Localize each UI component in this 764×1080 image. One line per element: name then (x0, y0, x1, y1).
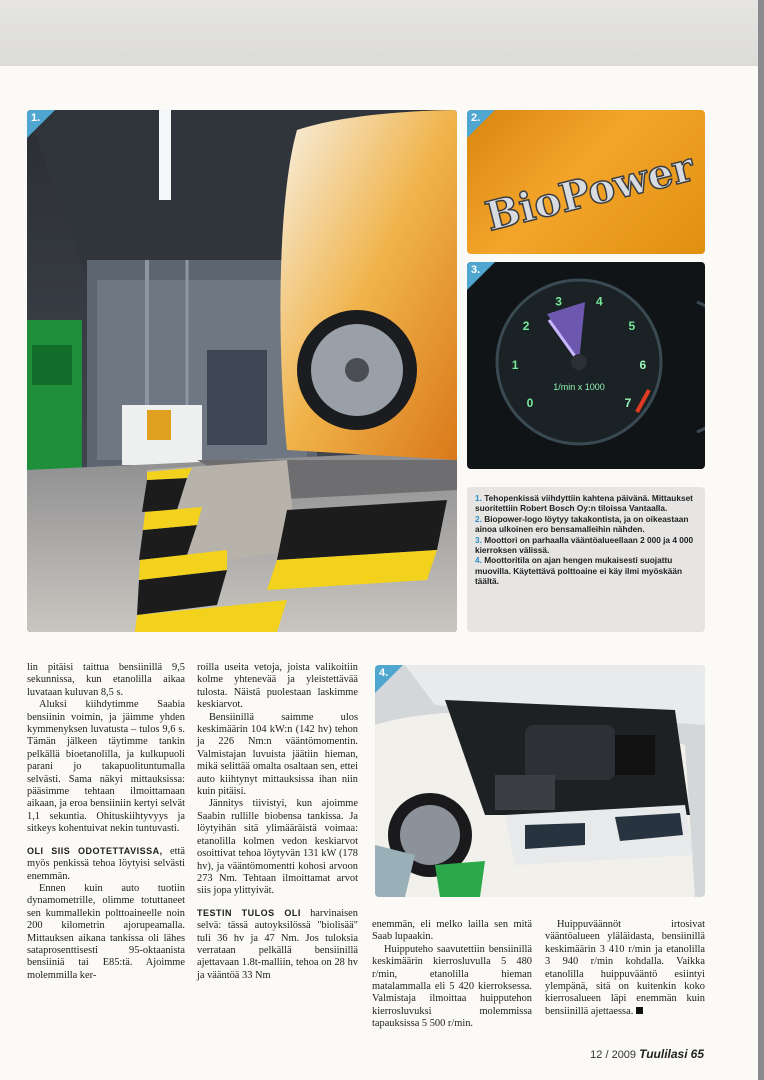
paragraph: enemmän, eli melko lailla sen mitä Saab lupaakin. (372, 919, 532, 943)
paragraph: Aluksi kiihdytimme Saabia bensiinin voimin, ja jäimme yhden kymmenyksen luvatusta – tulos 9,6 s. Tämän jälkeen täytimme tankin pelkällä bioetanolilla, ja kulkupuoli parani jo takapuolituntumalla selvästi. Sama näkyi mittauksissa: pääsimme tehtaan ilmoittamaan aikaan, ja eroa bensiiniin kertyi selvät 1,1 sekuntia. Ohituskiihtyvyys ja sitkeys kohentuivat nekin tuntuvasti. (27, 699, 185, 835)
tach-tick-label: 2 (522, 318, 530, 333)
paragraph: Jännitys tiivistyi, kun ajoimme Saabin rullille biobensa tankissa. Ja löytyihän sitä ylimääräistä voimaa: etanolilla kolmen vedon keskiarvot osoittivat tehoa löytyvän 131 kW (178 hv), ja vääntömomentti kohosi arvoon 273 Nm. Tehtaan ilmoittamat arvot siis jopa ylittyivät. (197, 798, 358, 897)
paragraph (545, 919, 705, 1018)
paragraph: Bensiinillä saimme ulos keskimäärin 104 kW:n (142 hv) tehon ja 226 Nm:n vääntömomentin. Valmistajan luvuista jäätiin hieman, mikä selittää omalta osaltaan sen, ettei auto kiihtynyt mittauksissa ihan niin kuin pitäisi. (197, 711, 358, 798)
tach-tick-label: 3 (555, 294, 562, 309)
photo-number: 1. (31, 112, 41, 124)
page-folio (590, 1047, 704, 1061)
caption-number: 3. (475, 534, 482, 545)
photo-engine-bay (375, 665, 705, 897)
tach-tick-label: 1 (511, 358, 519, 373)
photo-biopower-badge (467, 110, 705, 254)
paragraph: lin pitäisi taittua bensiinillä 9,5 sekunnissa, kun etanolilla aikaa luvataan kuluvan 8,5 s. (27, 662, 185, 698)
article-column-1 (27, 662, 185, 982)
paragraph-text: että myös penkissä tehoa löytyisi selvästi enemmän. (27, 845, 185, 882)
photo-captions (467, 487, 705, 632)
photo-tachometer (467, 262, 705, 469)
tach-tick-label: 6 (639, 358, 647, 373)
photo-number: 3. (471, 264, 481, 276)
engine-bay-illustration (375, 665, 705, 897)
tachometer-illustration (467, 262, 705, 469)
caption-number: 2. (475, 513, 482, 524)
caption-text: Tehopenkissä viihdyttiin kahtena päivänä. Mittaukset suoritettiin Robert Bosch Oy:n tiloissa Vantaalla. (475, 493, 693, 514)
caption-number: 4. (475, 555, 482, 566)
gauge-unit-label: 1/min x 1000 (553, 382, 605, 392)
caption-item (475, 514, 697, 535)
paragraph-text: Huippuväännöt irtosivat vääntöalueen yläläidasta, bensiinillä keskimäärin 3 410 r/min ja etanolilla 3 940 r/min kohdalla. Vaikka etanolilla huippuvääntö esiintyi ylempänä, sitä on kuitenkin koko kierrosalueen läpi enemmän kuin bensiinillä ajettaessa. (545, 919, 705, 1017)
article-column-2 (197, 662, 358, 982)
dyno-room-illustration (27, 110, 457, 632)
photo-number: 2. (471, 112, 481, 124)
subhead-lead-in: OLI SIIS ODOTETTAVISSA, (27, 845, 163, 856)
caption-number: 1. (475, 493, 482, 503)
article-column-4 (545, 919, 705, 1018)
caption-text: Biopower-logo löytyy takakontista, ja on oikeastaan ainoa ulkoinen ero bensamalleihin nähden. (475, 513, 689, 535)
tach-tick-label: 7 (624, 396, 632, 411)
paragraph (27, 846, 185, 883)
emblem-lettering: BioPower (480, 143, 699, 241)
issue-number: 12 / 2009 (590, 1049, 637, 1061)
paragraph: Huipputeho saavutettiin bensiinillä keskimäärin kierrosluvulla 5 480 r/min, etanolilla hieman matalammalla eli 5 420 kierroksessa. Valmistaja ilmoittaa huipputehon kierrosluvuksi molemmissa tapauksissa 5 500 r/min. (372, 943, 532, 1030)
paragraph: Ennen kuin auto tuotiin dynamometrille, olimme totuttaneet sen kummallekin polttoaineelle noin 200 kilometrin ajorupeamalla. Mittauksen aikana tankissa oli lähes sataprosenttisesti 95-oktaanista bensiiniä tai E85:tä. Ajoimme molemmilla ker- (27, 882, 185, 981)
tach-tick-label: 5 (628, 318, 636, 333)
tach-tick-label: 4 (596, 294, 603, 309)
article-column-3 (372, 919, 532, 1031)
caption-item (475, 493, 697, 514)
scan-top-margin (0, 0, 764, 66)
magazine-name: Tuulilasi (639, 1047, 688, 1061)
end-mark (636, 1007, 643, 1014)
caption-item (475, 555, 697, 586)
biopower-emblem-illustration (467, 110, 705, 254)
caption-item (475, 535, 697, 556)
caption-text: Moottori on parhaalla vääntöalueellaan 2 000 ja 4 000 kierroksen välissä. (475, 534, 694, 556)
photo-dyno-room (27, 110, 457, 632)
page-number: 65 (690, 1047, 704, 1061)
paragraph: roilla useita vetoja, joista valikoitiin kolme yhtenevää ja yleistettävää tulosta. Näistä puolestaan laskimme keskiarvot. (197, 662, 358, 711)
tach-tick-label: 0 (526, 396, 534, 411)
caption-text: Moottoritila on ajan hengen mukaisesti suojattu muovilla. Käytettävä polttoaine ei käy ilmi myöskään täältä. (475, 555, 683, 587)
paragraph (197, 908, 358, 982)
photo-number: 4. (379, 667, 389, 679)
scan-edge (758, 0, 764, 1080)
paragraph-text: harvinaisen selvä: tässä autoyksilössä "biolisää" tuli 36 hv ja 47 Nm. Jos tuloksia verrataan pelkällä bensiinillä ajettavaan 1.8t-malliin, tehoa on 28 hv ja vääntöä 33 Nm (197, 907, 358, 981)
subhead-lead-in: TESTIN TULOS OLI (197, 907, 301, 918)
